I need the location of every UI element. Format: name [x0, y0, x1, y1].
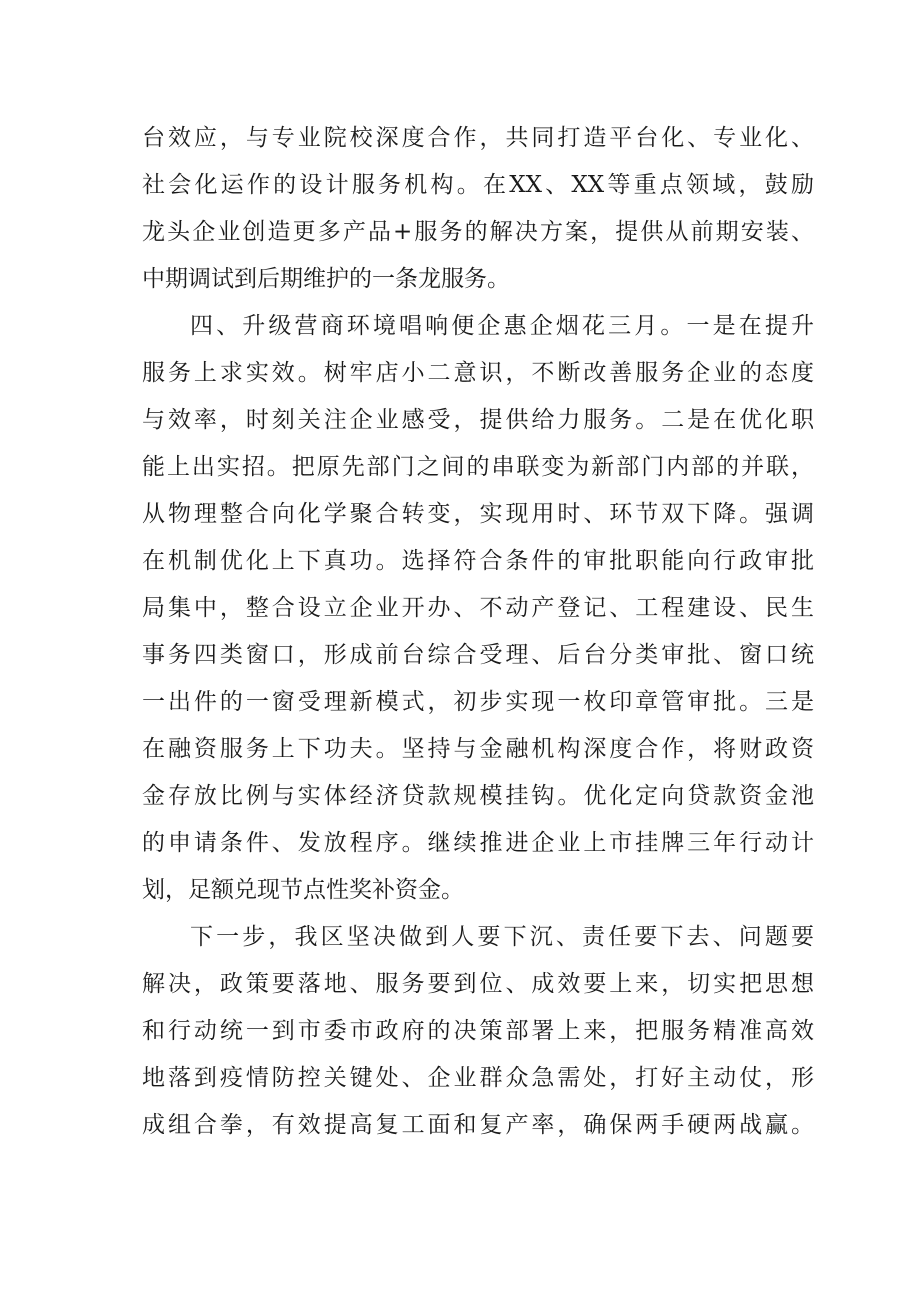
text-line: 事务四类窗口，形成前台综合受理、后台分类审批、窗口统 [142, 642, 814, 668]
paragraph-next-steps [142, 914, 814, 1149]
text-line: 成组合拳，有效提高复工面和复产率，确保两手硬两战赢。 [142, 1112, 814, 1138]
text-line: 中期调试到后期维护的一条龙服务。 [142, 266, 510, 292]
paragraph-business-environment [142, 303, 814, 914]
text-line: 在融资服务上下功夫。坚持与金融机构深度合作，将财政资 [142, 736, 814, 762]
text-line: 在机制优化上下真功。选择符合条件的审批职能向行政审批 [142, 548, 814, 574]
text-line: 局集中，整合设立企业开办、不动产登记、工程建设、民生 [142, 595, 814, 621]
text-line: 从物理整合向化学聚合转变，实现用时、环节双下降。强调 [142, 501, 814, 527]
paragraph-platform-services [142, 115, 814, 303]
text-line: 划，足额兑现节点性奖补资金。 [142, 877, 464, 903]
text-line: 台效应，与专业院校深度合作，共同打造平台化、专业化、 [142, 125, 814, 151]
text-line: 社会化运作的设计服务机构。在XX、XX等重点领域，鼓励 [142, 172, 814, 198]
text-line: 解决，政策要落地、服务要到位、成效要上来，切实把思想 [142, 971, 814, 997]
text-line: 能上出实招。把原先部门之间的串联变为新部门内部的并联， [142, 454, 814, 480]
text-line: 金存放比例与实体经济贷款规模挂钩。优化定向贷款资金池 [142, 783, 814, 809]
document-body [142, 115, 814, 1149]
text-line: 和行动统一到市委市政府的决策部署上来，把服务精准高效 [142, 1018, 814, 1044]
text-line: 的申请条件、发放程序。继续推进企业上市挂牌三年行动计 [142, 830, 814, 856]
text-line: 一出件的一窗受理新模式，初步实现一枚印章管审批。三是 [142, 689, 814, 715]
text-line: 服务上求实效。树牢店小二意识，不断改善服务企业的态度 [142, 360, 814, 386]
text-line: 地落到疫情防控关键处、企业群众急需处，打好主动仗，形 [142, 1065, 814, 1091]
text-line: 下一步，我区坚决做到人要下沉、责任要下去、问题要 [190, 924, 814, 950]
text-line: 与效率，时刻关注企业感受，提供给力服务。二是在优化职 [142, 407, 814, 433]
text-line: 龙头企业创造更多产品+服务的解决方案，提供从前期安装、 [142, 219, 814, 245]
text-line: 四、升级营商环境唱响便企惠企烟花三月。一是在提升 [190, 313, 814, 339]
